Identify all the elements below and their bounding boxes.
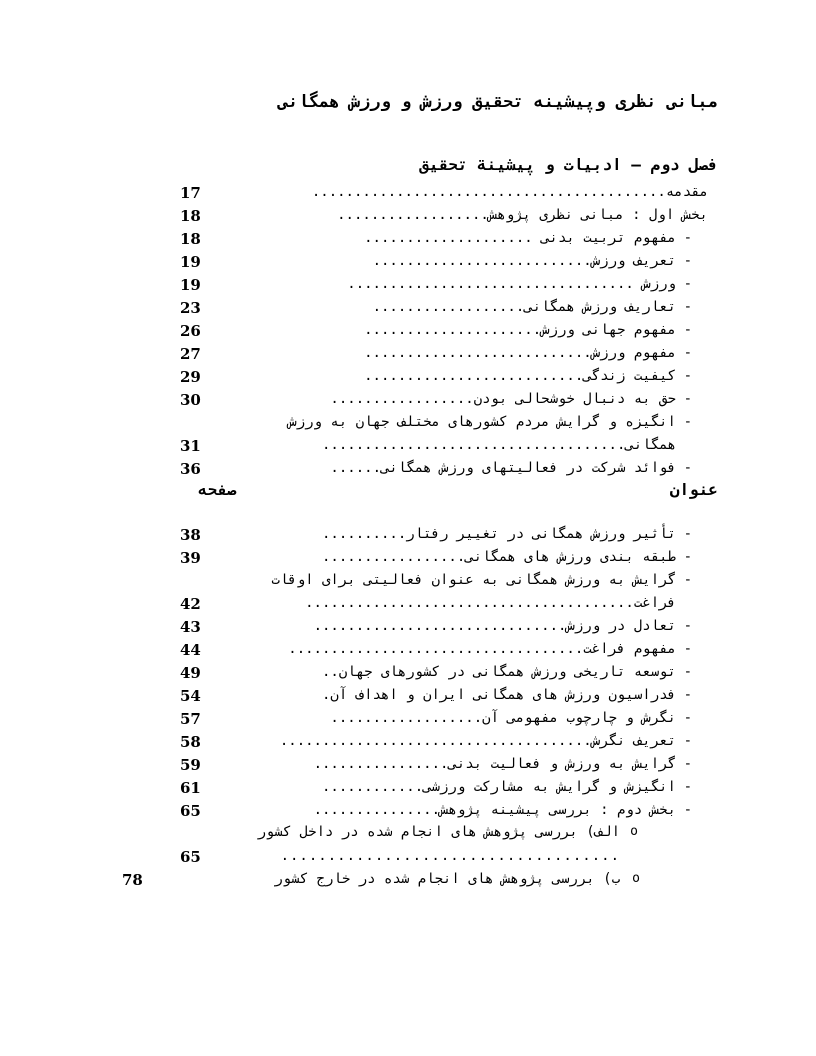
toc-row [0, 595, 816, 619]
toc-entry: مقدمه.......................................... [311, 184, 708, 200]
bullet-dash: - [683, 299, 692, 315]
bullet-dash: - [683, 391, 692, 407]
toc-row [0, 848, 816, 872]
toc-entry: گرایش به ورزش همگانی به عنوان فعالیتی برای اوقات [271, 572, 676, 588]
bullet-dash: - [683, 756, 692, 772]
circle-bullet: o [630, 824, 638, 839]
bullet-dash: - [683, 733, 692, 749]
document-title: مبانی نظری وپیشینه تحقیق ورزش و ورزش همگانی [277, 92, 718, 112]
toc-page: 65 [180, 848, 201, 866]
bullet-dash: - [683, 460, 692, 476]
toc-page: 30 [180, 391, 201, 409]
toc-row [0, 230, 816, 254]
toc-row [0, 437, 816, 461]
toc-entry: فوائد شرکت در فعالیتهای ورزش همگانی...... [330, 460, 676, 476]
toc-row [0, 641, 816, 665]
toc-page: 31 [180, 437, 201, 455]
toc-entry: تعریف نگرش..................................... [279, 733, 676, 749]
toc-row [0, 756, 816, 780]
bullet-dash: - [683, 368, 692, 384]
toc-page: 29 [180, 368, 201, 386]
toc-page: 26 [180, 322, 201, 340]
toc-row [0, 664, 816, 688]
bullet-dash: - [683, 710, 692, 726]
toc-page: 23 [180, 299, 201, 317]
bullet-dash: - [683, 526, 692, 542]
toc-entry: تعاریف ورزش همگانی.................. [372, 299, 676, 315]
toc-row [0, 572, 816, 596]
toc-row [0, 414, 816, 438]
toc-row [0, 802, 816, 826]
bullet-dash: - [683, 641, 692, 657]
toc-row [0, 345, 816, 369]
toc-page: 59 [180, 756, 201, 774]
toc-entry: حق به دنبال خوشحالی بودن................. [330, 391, 676, 407]
toc-page: 78 [122, 871, 143, 889]
toc-entry: .................................... [280, 848, 620, 864]
toc-row [0, 710, 816, 734]
toc-page: 43 [180, 618, 201, 636]
toc-page: 49 [180, 664, 201, 682]
toc-page: 44 [180, 641, 201, 659]
toc-entry: طبقه بندی ورزش های همگانی................. [321, 549, 676, 565]
bullet-dash: - [683, 779, 692, 795]
title-column-header: عنوان [669, 480, 718, 499]
toc-row [0, 526, 816, 550]
toc-page: 61 [180, 779, 201, 797]
toc-page: 54 [180, 687, 201, 705]
toc-entry: ب) بررسی پژوهش های انجام شده در خارج کشور [274, 871, 620, 887]
chapter-heading: فصل دوم – ادبیات و پیشینة تحقیق [419, 155, 718, 174]
toc-row [0, 779, 816, 803]
toc-row [0, 253, 816, 277]
circle-bullet: o [632, 871, 640, 886]
toc-entry: کیفیت زندگی.......................... [364, 368, 676, 384]
toc-entry: انگیزه و گرایش مردم کشورهای مختلف جهان به ورزش [288, 414, 676, 430]
bullet-dash: - [683, 549, 692, 565]
toc-row [0, 322, 816, 346]
toc-row [0, 368, 816, 392]
toc-page: 57 [180, 710, 201, 728]
toc-row [0, 299, 816, 323]
toc-row [0, 391, 816, 415]
bullet-dash: - [683, 345, 692, 361]
toc-entry: تعادل در ورزش.............................. [313, 618, 676, 634]
toc-row [0, 184, 816, 208]
toc-page: 65 [180, 802, 201, 820]
toc-entry: ورزش .................................. [347, 276, 676, 292]
page-column-header: صفحه [198, 480, 237, 499]
bullet-dash: - [683, 230, 692, 246]
toc-entry: مفهوم جهانی ورزش..................... [364, 322, 676, 338]
toc-entry: انگیزش و گرایش به مشارکت ورزشی............ [321, 779, 676, 795]
toc-page: 58 [180, 733, 201, 751]
toc-entry: مفهوم فراغت................................... [288, 641, 676, 657]
toc-entry: فراغت....................................... [305, 595, 676, 611]
toc-entry: تأثیر ورزش همگانی در تغییر رفتار.......... [321, 526, 676, 542]
toc-page: 38 [180, 526, 201, 544]
toc-row [0, 871, 816, 895]
bullet-dash: - [683, 664, 692, 680]
toc-row [0, 207, 816, 231]
toc-row [0, 618, 816, 642]
toc-row [0, 824, 816, 848]
toc-row [0, 733, 816, 757]
toc-entry: مفهوم ورزش........................... [364, 345, 676, 361]
toc-entry: بخش دوم : بررسی پیشینه پژوهش............... [313, 802, 676, 818]
toc-entry: گرایش به ورزش و فعالیت بدنی................ [313, 756, 676, 772]
bullet-dash: - [683, 687, 692, 703]
bullet-dash: - [683, 802, 692, 818]
bullet-dash: - [683, 322, 692, 338]
toc-page: 42 [180, 595, 201, 613]
toc-page: 18 [180, 207, 201, 225]
bullet-dash: - [683, 618, 692, 634]
toc-entry: همگانی.................................... [321, 437, 676, 453]
toc-page: 18 [180, 230, 201, 248]
bullet-dash: - [683, 414, 692, 430]
toc-page: 27 [180, 345, 201, 363]
toc-row [0, 549, 816, 573]
toc-entry: بخش اول : مبانی نظری پژوهش.................. [337, 207, 708, 223]
bullet-dash: - [683, 572, 692, 588]
toc-entry: فدراسیون ورزش های همگانی ایران و اهداف آن. [321, 687, 676, 703]
toc-page: 19 [180, 276, 201, 294]
toc-entry: مفهوم تربیت بدنی .................... [364, 230, 676, 246]
toc-page: 19 [180, 253, 201, 271]
toc-entry: الف) بررسی پژوهش های انجام شده در داخل کشور [257, 824, 620, 840]
toc-entry: توسعه تاریخی ورزش همگانی در کشورهای جهان.. [321, 664, 676, 680]
bullet-dash: - [683, 253, 692, 269]
toc-entry: نگرش و چارچوب مفهومی آن.................. [330, 710, 676, 726]
toc-entry: تعریف ورزش.......................... [372, 253, 676, 269]
toc-page: 17 [180, 184, 201, 202]
toc-page: 39 [180, 549, 201, 567]
toc-row [0, 687, 816, 711]
toc-row [0, 276, 816, 300]
bullet-dash: - [683, 276, 692, 292]
toc-page: 36 [180, 460, 201, 478]
